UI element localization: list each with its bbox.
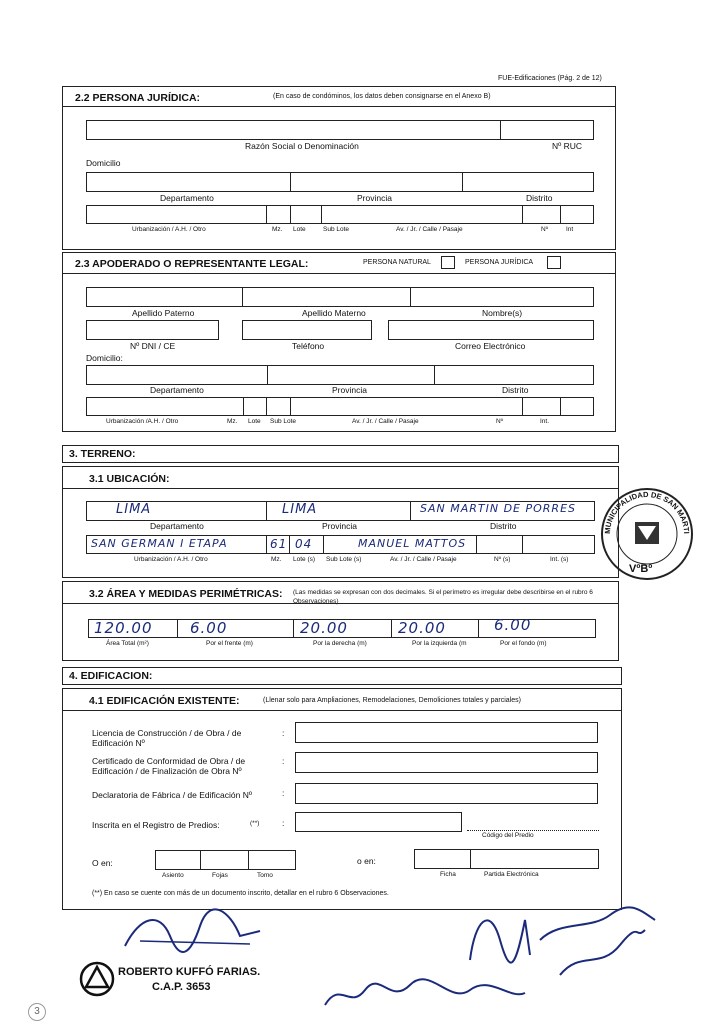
divider xyxy=(410,501,411,521)
domicilio-label: Domicilio: xyxy=(86,353,123,363)
divider xyxy=(62,603,619,604)
stamp-seal-icon xyxy=(598,486,696,582)
divider xyxy=(522,397,523,416)
lote-label: Lote xyxy=(293,226,306,233)
section-note: (Las medidas se expresan con dos decimales. Si el perímetro es irregular debe describirse en el rubro 6 Observaciones) xyxy=(293,589,593,605)
divider xyxy=(391,619,392,638)
domicilio-label: Domicilio xyxy=(86,158,121,168)
codigo-predio-label: Código del Predio xyxy=(482,832,534,839)
domicilio-location-field[interactable] xyxy=(86,172,594,192)
mz-label: Mz. xyxy=(272,226,283,233)
divider xyxy=(476,535,477,554)
licencia-label-2: Edificación Nº xyxy=(92,738,145,748)
divider xyxy=(462,172,463,192)
correo-field[interactable] xyxy=(388,320,594,340)
divider xyxy=(323,535,324,554)
fojas-label: Fojas xyxy=(212,872,228,879)
divider xyxy=(321,205,322,224)
section-title: 2.2 PERSONA JURÍDICA: xyxy=(75,92,201,104)
divider xyxy=(248,850,249,870)
via-label: Av. / Jr. / Calle / Pasaje xyxy=(396,226,463,233)
via-label: Av. / Jr. / Calle / Pasaje xyxy=(352,418,419,425)
licencia-label: Licencia de Construcción / de Obra / de xyxy=(92,728,242,738)
frente-value: 6.00 xyxy=(190,619,228,637)
divider xyxy=(266,397,267,416)
distrito-value: SAN MARTIN DE PORRES xyxy=(420,502,577,515)
asiento-label: Asiento xyxy=(162,872,184,879)
domicilio-address-field[interactable] xyxy=(86,397,594,416)
mz-label: Mz. xyxy=(271,556,282,563)
divider xyxy=(290,205,291,224)
lote-value: 04 xyxy=(295,537,313,551)
signature-scribble-3 xyxy=(320,975,530,1015)
divider xyxy=(200,850,201,870)
conformidad-field[interactable] xyxy=(295,752,598,773)
divider xyxy=(289,535,290,554)
provincia-label: Provincia xyxy=(332,385,367,395)
izquierda-label: Por la izquierda (m xyxy=(412,640,467,647)
fondo-label: Por el fondo (m) xyxy=(500,640,547,647)
licencia-field[interactable] xyxy=(295,722,598,743)
divider xyxy=(478,619,479,638)
divider xyxy=(293,619,294,638)
divider xyxy=(266,535,267,554)
declaratoria-field[interactable] xyxy=(295,783,598,804)
int-label: Int xyxy=(566,226,574,233)
section-title: 4. EDIFICACION: xyxy=(69,670,153,682)
ficha-label: Ficha xyxy=(440,871,456,878)
stamp-vobo: VºBº xyxy=(629,563,653,575)
dni-field[interactable] xyxy=(86,320,219,340)
divider xyxy=(242,287,243,307)
page-reference: FUE-Edificaciones (Pág. 2 de 12) xyxy=(498,75,602,82)
codigo-predio-line[interactable] xyxy=(467,830,599,831)
tomo-label: Tomo xyxy=(257,872,273,879)
dni-label: Nº DNI / CE xyxy=(130,341,176,351)
architect-name: ROBERTO KUFFÓ FARIAS. xyxy=(118,966,261,978)
stamp-text: MUNICIPALIDAD DE SAN MARTI xyxy=(602,489,692,535)
divider xyxy=(522,205,523,224)
area-total-label: Área Total (m²) xyxy=(106,640,149,647)
persona-natural-checkbox[interactable] xyxy=(441,256,455,269)
colon: : xyxy=(282,788,285,798)
num-label: Nº xyxy=(496,418,504,425)
departamento-label: Departamento xyxy=(160,193,214,203)
sublote-label: Sub Lote (s) xyxy=(326,556,362,563)
divider xyxy=(522,535,523,554)
ficha-partida-field[interactable] xyxy=(414,849,599,869)
inscrita-label: Inscrita en el Registro de Predios: xyxy=(92,820,220,830)
divider xyxy=(560,205,561,224)
num-label: Nº xyxy=(541,226,549,233)
mz-value: 61 xyxy=(270,537,288,551)
provincia-label: Provincia xyxy=(322,521,357,531)
telefono-field[interactable] xyxy=(242,320,372,340)
section-title: 3.1 UBICACIÓN: xyxy=(89,473,170,485)
persona-natural-label: PERSONA NATURAL xyxy=(363,259,431,266)
izquierda-value: 20.00 xyxy=(398,619,446,637)
departamento-label: Departamento xyxy=(150,385,204,395)
divider xyxy=(266,501,267,521)
divider xyxy=(290,397,291,416)
conformidad-label-2: Edificación / de Finalización de Obra Nº xyxy=(92,766,242,776)
partida-label: Partida Electrónica xyxy=(484,871,539,878)
divider xyxy=(290,172,291,192)
nombres-label: Nombre(s) xyxy=(482,308,523,318)
divider xyxy=(470,849,471,869)
sublote-label: Sub Lote xyxy=(270,418,297,425)
divider xyxy=(500,120,501,140)
int-label: Int. xyxy=(540,418,550,425)
persona-juridica-label: PERSONA JURÍDICA xyxy=(465,259,534,266)
urbanizacion-label: Urbanización / A.H. / Otro xyxy=(134,556,208,563)
architect-cap: C.A.P. 3653 xyxy=(152,981,211,993)
divider xyxy=(434,365,435,385)
section-title: 4.1 EDIFICACIÓN EXISTENTE: xyxy=(89,695,240,707)
mz-label: Mz. xyxy=(227,418,238,425)
divider xyxy=(560,397,561,416)
fondo-value: 6.00 xyxy=(494,616,532,634)
asiento-fojas-tomo-field[interactable] xyxy=(155,850,296,870)
derecha-label: Por la derecha (m) xyxy=(313,640,367,647)
departamento-value: LIMA xyxy=(116,502,152,517)
o-en-label: O en: xyxy=(92,858,113,868)
via-value: MANUEL MATTOS xyxy=(358,537,467,550)
colon: : xyxy=(282,728,285,738)
page-number: 3 xyxy=(28,1003,46,1021)
divider xyxy=(62,106,616,107)
sublote-label: Sub Lote xyxy=(323,226,350,233)
colon: : xyxy=(282,818,285,828)
razon-social-field[interactable] xyxy=(86,120,594,140)
urbanizacion-label: Urbanización /A.H. / Otro xyxy=(106,418,179,425)
ruc-label: Nº RUC xyxy=(552,141,583,151)
o-en-label-2: o en: xyxy=(357,856,376,866)
num-label: Nº (s) xyxy=(494,556,511,563)
signature-scribble-1 xyxy=(120,906,270,966)
section-title: 3. TERRENO: xyxy=(69,448,136,460)
declaratoria-label: Declaratoria de Fábrica / de Edificación Nº xyxy=(92,790,252,800)
distrito-label: Distrito xyxy=(526,193,553,203)
section-title: 2.3 APODERADO O REPRESENTANTE LEGAL: xyxy=(75,258,309,270)
area-total-value: 120.00 xyxy=(94,619,153,637)
int-label: Int. (s) xyxy=(550,556,569,563)
distrito-label: Distrito xyxy=(502,385,529,395)
divider xyxy=(410,287,411,307)
colon: : xyxy=(282,756,285,766)
departamento-label: Departamento xyxy=(150,521,204,531)
architect-logo-icon xyxy=(78,960,116,998)
divider xyxy=(243,397,244,416)
divider xyxy=(62,488,619,489)
distrito-label: Distrito xyxy=(490,521,517,531)
apellido-materno-label: Apellido Materno xyxy=(302,308,366,318)
via-label: Av. / Jr. / Calle / Pasaje xyxy=(390,556,457,563)
divider xyxy=(266,205,267,224)
apellido-paterno-label: Apellido Paterno xyxy=(132,308,195,318)
lote-label: Lote (s) xyxy=(293,556,316,563)
section-terreno xyxy=(62,445,619,463)
domicilio-location-field[interactable] xyxy=(86,365,594,385)
derecha-value: 20.00 xyxy=(300,619,348,637)
provincia-label: Provincia xyxy=(357,193,392,203)
domicilio-address-field[interactable] xyxy=(86,205,594,224)
urbanizacion-value: SAN GERMAN I ETAPA xyxy=(91,537,228,550)
divider xyxy=(62,273,616,274)
persona-juridica-checkbox[interactable] xyxy=(547,256,561,269)
section-note: (Llenar solo para Ampliaciones, Remodelaciones, Demoliciones totales y parciales) xyxy=(263,697,521,704)
razon-social-label: Razón Social o Denominación xyxy=(245,141,359,151)
conformidad-label: Certificado de Conformidad de Obra / de xyxy=(92,756,246,766)
divider xyxy=(267,365,268,385)
telefono-label: Teléfono xyxy=(292,341,325,351)
lote-label: Lote xyxy=(248,418,261,425)
section-note: (En caso de condóminos, los datos deben consignarse en el Anexo B) xyxy=(273,93,491,100)
divider xyxy=(177,619,178,638)
footnote: (**) En caso se cuente con más de un documento inscrito, detallar en el rubro 6 Observaciones. xyxy=(92,890,389,897)
section-edificacion xyxy=(62,667,622,685)
inscrita-field[interactable] xyxy=(295,812,462,832)
asterisk-note: (**) xyxy=(250,820,260,827)
apellidos-nombres-field[interactable] xyxy=(86,287,594,307)
section-title: 3.2 ÁREA Y MEDIDAS PERIMÉTRICAS: xyxy=(89,588,283,600)
municipal-stamp xyxy=(598,486,696,582)
provincia-value: LIMA xyxy=(282,502,318,517)
divider xyxy=(62,710,622,711)
correo-label: Correo Electrónico xyxy=(455,341,526,351)
urbanizacion-label: Urbanización / A.H. / Otro xyxy=(132,226,206,233)
frente-label: Por el frente (m) xyxy=(206,640,253,647)
